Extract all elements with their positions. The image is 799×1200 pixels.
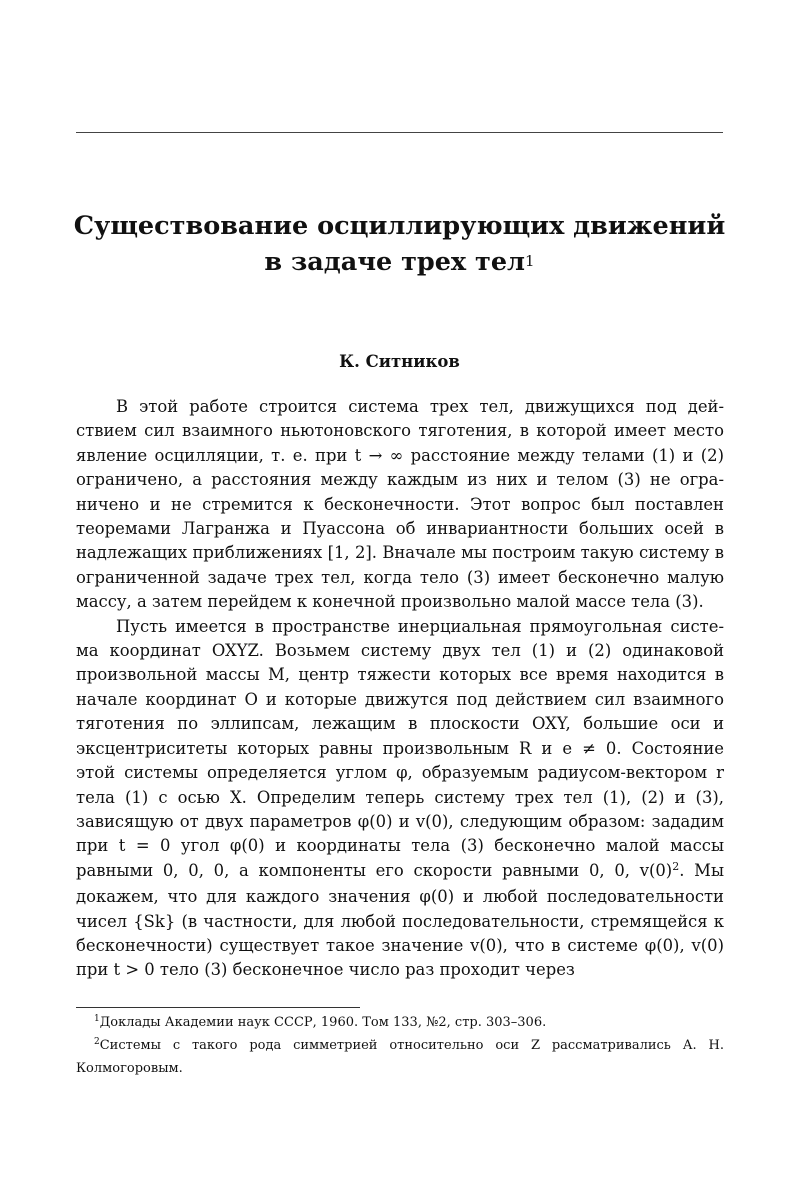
- paragraph-1: В этой работе строится система трех тел, движущихся под действием сил взаимного ньютоновского тяготения, в которой имеет место явление осцилляции, т. е. при t → ∞ расстояние между телами (1) и (2) ограничено, а расстояния между каждым из них и телом (3) не ограничено и не стремится к бесконечности. Этот вопрос был поставлен теоремами Лагранжа и Пуассона об инвариантности больших осей в надлежащих приближениях [1, 2]. Вначале мы построим такую систему в ограниченной задаче трех тел, когда тело (3) имеет бесконечно малую массу, а затем перейдем к конечной произвольно малой массе тела (3).: [76, 397, 724, 612]
- footnote-2-mark-bottom: 2: [94, 1037, 100, 1047]
- title-footnote-mark: 1: [525, 252, 535, 270]
- title-line-1: Существование осциллирующих движений: [73, 211, 726, 241]
- footnote-2-text: Системы с такого рода симметрией относительно оси Z рассматривались А. Н. Колмогоровым.: [76, 1038, 724, 1076]
- footnote-1-mark: 1: [94, 1014, 100, 1024]
- footnote-2: [76, 1035, 724, 1080]
- header-rule: [76, 132, 723, 133]
- paragraph-2-text-b: . Мы докажем, что для каждого значения φ(0) и любой последовательности чисел {Sk} (в частности, для любой последовательности, стремящейся к бесконечности) существует такое значение v(0), что в системе φ(0), v(0) при t > 0 тело (3) бесконечное число раз проходит через: [76, 860, 725, 980]
- footnotes: [76, 1012, 724, 1080]
- paragraph-2: [76, 615, 724, 983]
- footnote-1-text: Доклады Академии наук СССР, 1960. Том 133, №2, стр. 303–306.: [99, 1015, 547, 1030]
- footnote-1: [76, 1012, 724, 1035]
- author-name: К. Ситников: [339, 352, 460, 371]
- article-title: [40, 208, 759, 283]
- paragraph-2-text-a: Пусть имеется в пространстве инерциальная прямоугольная система координат OXYZ. Возьмем систему двух тел (1) и (2) одинаковой произвольной массы M, центр тяжести которых все время находится в начале координат O и которые движутся под действием сил взаимного тяготения по эллипсам, лежащим в плоскости OXY, большие оси и эксцентриситеты которых равны произвольным R и e ≠ 0. Состояние этой системы определяется углом φ, образуемым радиусом-вектором r тела (1) с осью X. Определим теперь систему трех тел (1), (2) и (3), зависящую от двух параметров φ(0) и v(0), следующим образом: зададим при t = 0 угол φ(0) и координаты тела (3) бесконечно малой массы равными 0, 0, 0, а компоненты его скорости равными 0, 0, v(0): [76, 616, 724, 880]
- footnote-2-mark: 2: [672, 859, 680, 873]
- title-line-2: в задаче трех тел: [264, 247, 526, 277]
- footnote-rule: [76, 1007, 360, 1008]
- article-body: [76, 395, 724, 983]
